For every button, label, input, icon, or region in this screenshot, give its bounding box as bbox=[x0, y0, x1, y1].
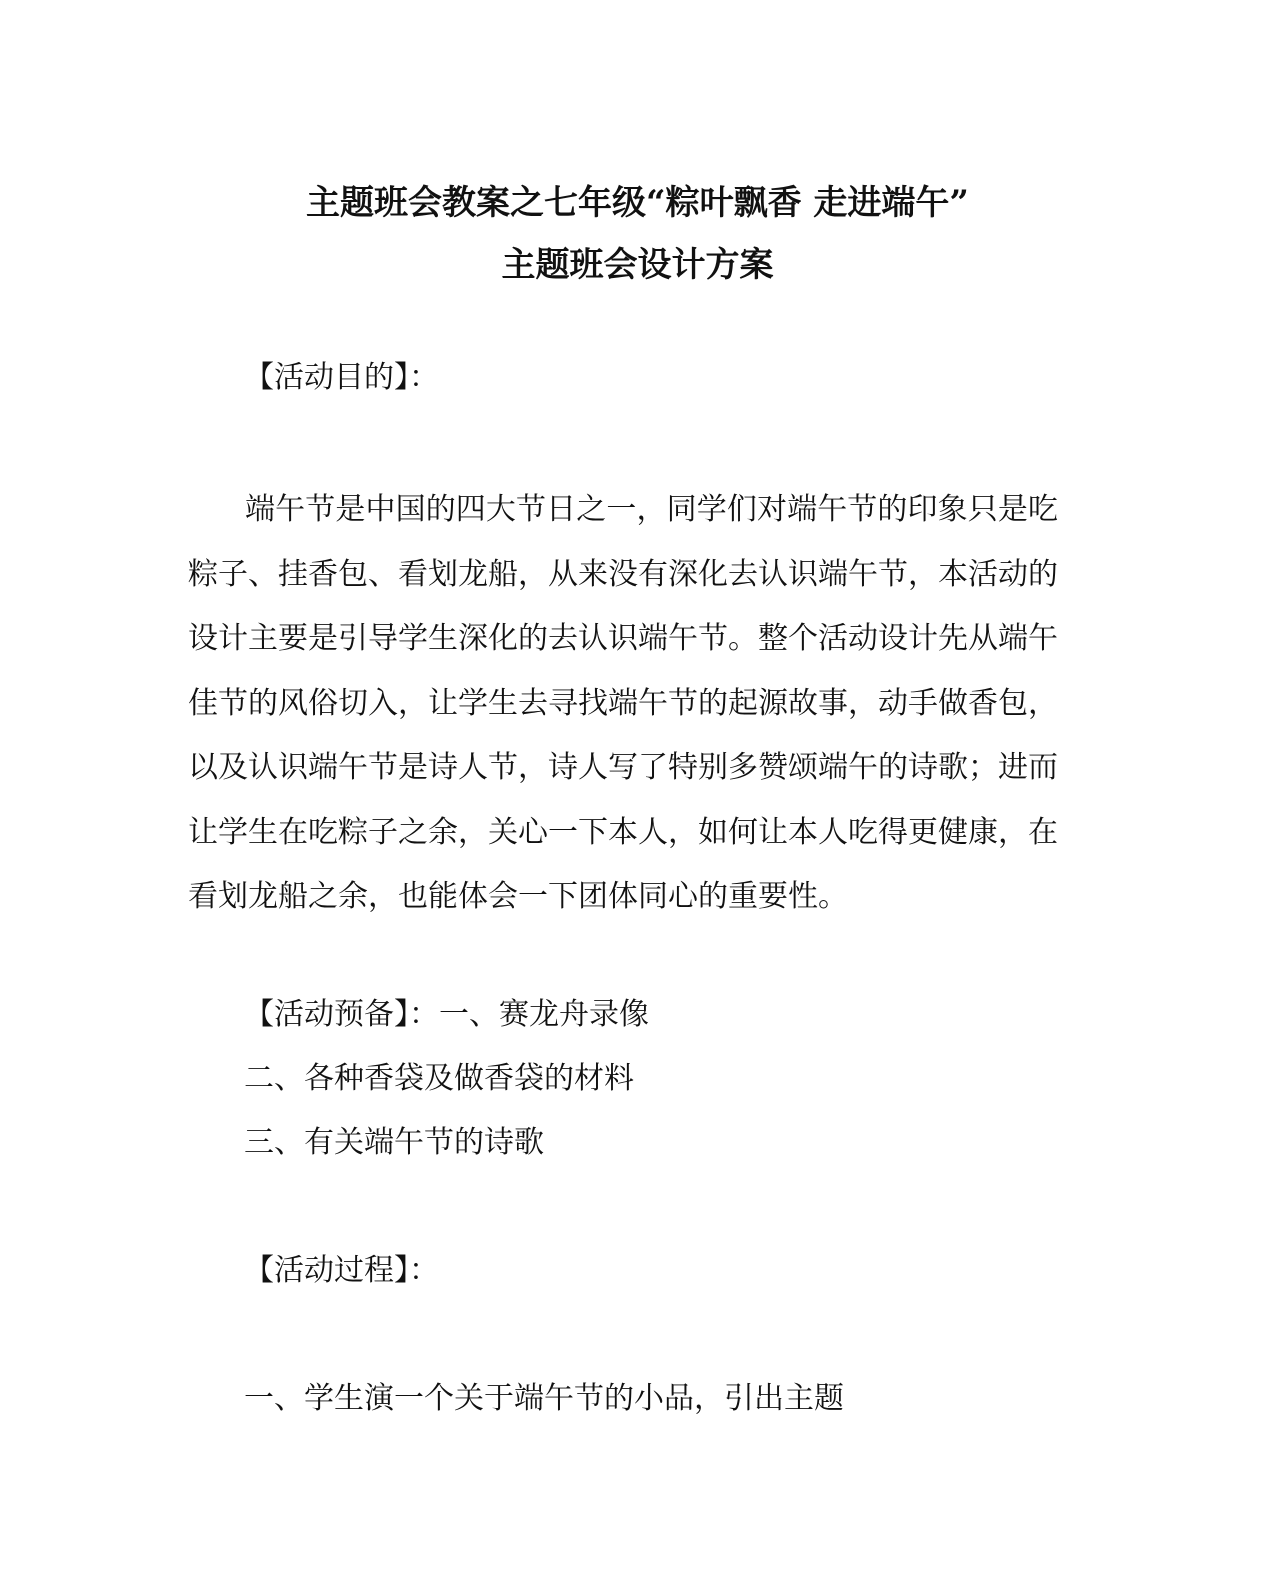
document-title-line-1: 主题班会教案之七年级“粽叶飘香 走进端午” bbox=[306, 183, 969, 223]
document-title-line-2: 主题班会设计方案 bbox=[501, 245, 774, 285]
process-step-1: 一、学生演一个关于端午节的小品，引出主题 bbox=[244, 1381, 844, 1416]
process-heading: 【活动过程】： bbox=[244, 1253, 439, 1288]
preparation-line-1: 【活动预备】：一、赛龙舟录像 bbox=[244, 997, 649, 1032]
preparation-line-3: 三、有关端午节的诗歌 bbox=[244, 1125, 544, 1160]
preparation-line-2: 二、各种香袋及做香袋的材料 bbox=[244, 1061, 634, 1096]
purpose-paragraph: 端午节是中国的四大节日之一，同学们对端午节的印象只是吃粽子、挂香包、看划龙船，从来没有深化去认识端午节，本活动的设计主要是引导学生深化的去认识端午节。整个活动设计先从端午佳节的风俗切入，让学生去寻找端午节的起源故事，动手做香包，以及认识端午节是诗人节，诗人写了特别多赞颂端午的诗歌；进而让学生在吃粽子之余，关心一下本人，如何让本人吃得更健康，在看划龙船之余，也能体会一下团体同心的重要性。 bbox=[188, 492, 1058, 914]
purpose-heading: 【活动目的】： bbox=[244, 360, 439, 395]
